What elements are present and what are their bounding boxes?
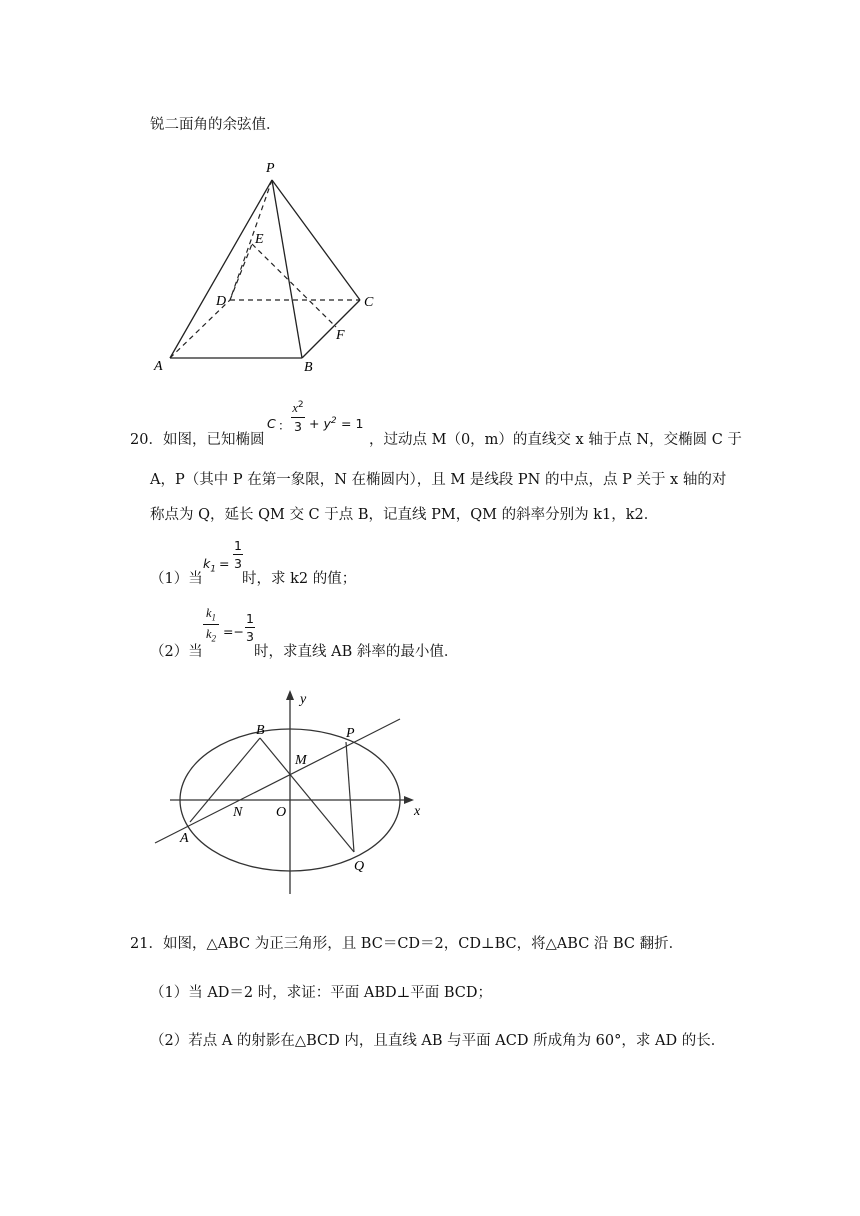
q20-p1-formula: $k_1$ = 1 3: [203, 538, 242, 575]
label-y: y: [300, 692, 307, 707]
label-Q: Q: [354, 859, 365, 874]
edge-PC: [272, 180, 360, 300]
edge-PA: [170, 180, 272, 358]
q21-part2: （2）若点 A 的射影在△BCD 内，且直线 AB 与平面 ACD 所成角为 60°，求 AD 的长．: [150, 1033, 726, 1049]
label-O: O: [276, 805, 287, 820]
label-P: P: [266, 161, 275, 176]
label-B2: B: [256, 723, 265, 738]
line-BQ: [260, 738, 354, 852]
q19-tail-text: 锐二面角的余弦值．: [150, 117, 281, 133]
q20-line1-rest: ，过动点 M（0，m）的直线交 x 轴于点 N，交椭圆 C 于: [369, 432, 742, 448]
label-F: F: [336, 328, 345, 343]
ellipse-equation: C ： $x^2$ 3 + $y^2$ = 1: [267, 400, 364, 435]
edge-DE: [230, 244, 252, 300]
line-PQ: [346, 742, 354, 852]
label-A: A: [154, 359, 163, 374]
label-P2: P: [346, 726, 355, 741]
ellipse-figure: [155, 690, 414, 894]
label-M: M: [295, 753, 307, 768]
q20-p1-suffix: 时，求 k2 的值；: [242, 571, 357, 587]
y-axis-arrow: [286, 690, 294, 700]
label-D: D: [216, 294, 227, 309]
q20-line3: 称点为 Q，延长 QM 交 C 于点 B，记直线 PM，QM 的斜率分别为 k1，k2．: [150, 507, 659, 523]
q20-intro: 如图，已知椭圆: [163, 432, 265, 448]
edge-PD: [230, 180, 272, 300]
label-C: C: [364, 295, 374, 310]
q20-p2-suffix: 时，求直线 AB 斜率的最小值．: [254, 644, 459, 660]
x-axis-arrow: [404, 796, 414, 804]
edge-EF: [252, 244, 336, 327]
q20-number: 20．: [130, 432, 163, 448]
label-E: E: [255, 232, 264, 247]
q21-part1: （1）当 AD＝2 时，求证：平面 ABD⊥平面 BCD；: [150, 985, 493, 1001]
q20-line2: A，P（其中 P 在第一象限，N 在椭圆内），且 M 是线段 PN 的中点，点 P 关于 x 轴的对: [150, 472, 727, 488]
q20-p1-prefix: （1）当: [150, 571, 203, 587]
label-A2: A: [180, 831, 189, 846]
q21-line1: 21．如图，△ABC 为正三角形，且 BC＝CD＝2，CD⊥BC，将△ABC 沿 BC 翻折．: [130, 936, 684, 952]
label-N: N: [233, 805, 243, 820]
line-AP: [155, 719, 400, 843]
q20-p2-formula: $k_1$ $k_2$ =− 1 3: [203, 605, 258, 653]
edge-PB: [272, 180, 302, 358]
line-AB: [190, 738, 260, 822]
q20-p2-prefix: （2）当: [150, 644, 203, 660]
label-x: x: [414, 804, 421, 819]
label-B: B: [304, 360, 313, 375]
edge-BC: [302, 300, 360, 358]
